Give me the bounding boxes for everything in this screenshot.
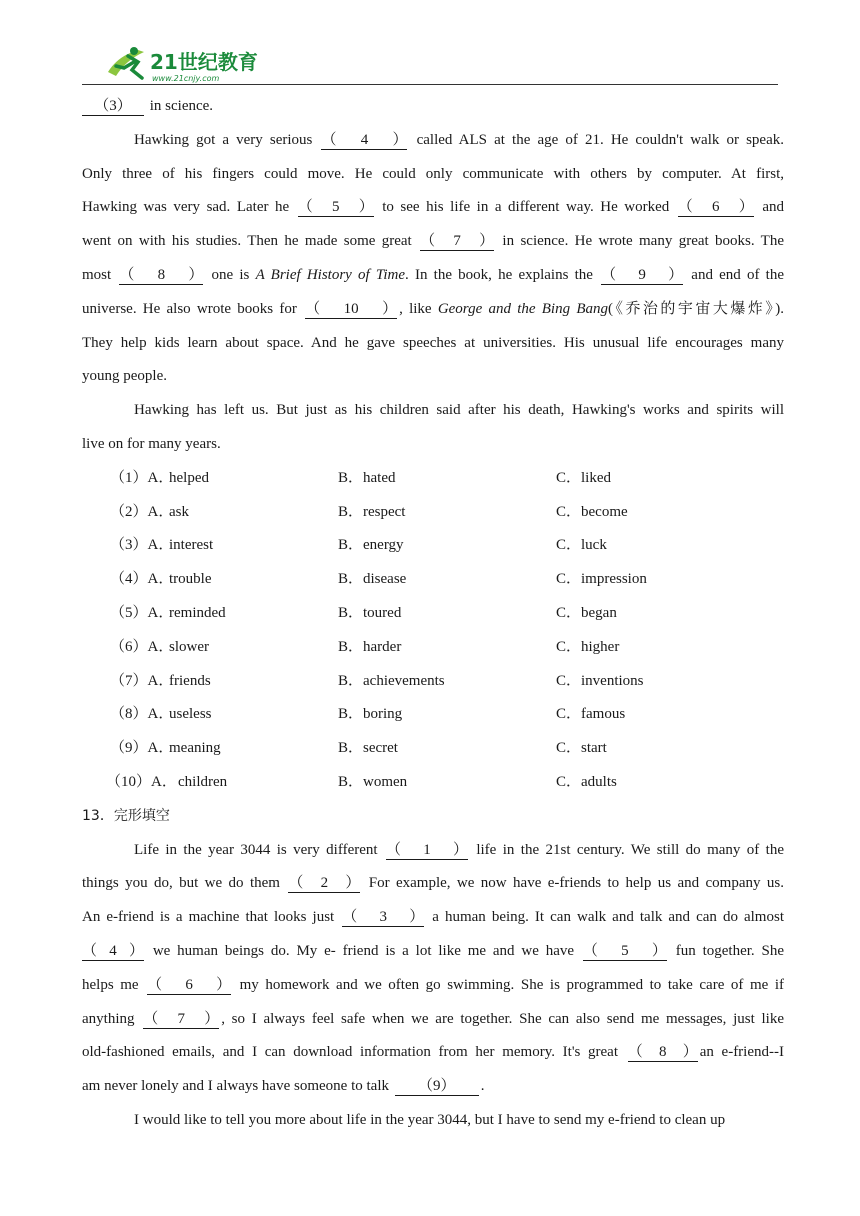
option-b[interactable]: B．women <box>338 773 408 790</box>
passage-line: universe. He also wrote books for （10） , like George and the Bing Bang(《乔治的宇宙大爆炸》). <box>82 300 785 317</box>
blank-2: （2） <box>288 875 361 892</box>
passage-line: They help kids learn about space. And he gave speeches at universities. His unusual life encourages many <box>82 334 784 351</box>
passage-line: am never lonely and I always have someone to talk （9） . <box>82 1078 485 1095</box>
header-rule <box>82 84 778 85</box>
option-row: （8）A． useless B．boring C．famous <box>82 698 784 732</box>
book-title: George and the Bing Bang <box>437 300 608 317</box>
option-a[interactable]: friends <box>169 672 211 689</box>
option-c[interactable]: C．adults <box>556 773 617 790</box>
blank-1: （1） <box>385 841 468 858</box>
blank-7: （7） <box>143 1010 220 1027</box>
blank-9: （9） <box>395 1078 479 1096</box>
passage-line: Only three of his fingers could move. He could only communicate with others by computer. At first, <box>82 165 784 182</box>
option-c[interactable]: C．inventions <box>556 672 644 689</box>
blank-4: （4） <box>82 942 144 959</box>
passage-line: most （8） one is A Brief History of Time. In the book, he explains the （9） and end of the <box>82 266 784 283</box>
option-b[interactable]: B．achievements <box>338 672 445 689</box>
blank-8: （8） <box>119 266 204 283</box>
option-a[interactable]: useless <box>169 706 212 723</box>
option-a[interactable]: reminded <box>169 604 226 621</box>
passage-line: An e-friend is a machine that looks just （3） a human being. It can walk and talk and can do almost <box>82 909 784 926</box>
section-title: 13．完形填空 <box>82 807 170 824</box>
document-content <box>82 90 784 1138</box>
option-a[interactable]: meaning <box>169 740 221 757</box>
blank-8: （8） <box>627 1044 698 1061</box>
option-c[interactable]: C．higher <box>556 638 620 655</box>
blank-3: （3） <box>82 98 144 116</box>
book-title: A Brief History of Time <box>255 266 406 283</box>
option-b[interactable]: B．boring <box>338 706 403 723</box>
option-row: （3）A． interest B．energy C．luck <box>82 529 784 563</box>
passage-line: young people. <box>82 368 167 385</box>
option-a[interactable]: slower <box>169 638 209 655</box>
option-b[interactable]: B．energy <box>338 537 404 554</box>
blank-10: （10） <box>305 300 398 317</box>
blank-6: （6） <box>677 199 754 216</box>
passage-line: went on with his studies. Then he made some great （7） in science. He wrote many great books. The <box>82 233 785 250</box>
option-row: （7）A． friends B．achievements C．inventions <box>82 665 784 699</box>
svg-text:www.21cnjy.com: www.21cnjy.com <box>152 74 220 83</box>
option-row: （4）A． trouble B．disease C．impression <box>82 563 784 597</box>
option-a[interactable]: trouble <box>169 571 212 588</box>
logo-runner-icon <box>104 42 284 84</box>
passage-line: live on for many years. <box>82 435 221 452</box>
passage-line: old-fashioned emails, and I can download information from her memory. It's great （8） an e-friend--I <box>82 1044 784 1061</box>
option-a[interactable]: children <box>178 773 228 790</box>
option-b[interactable]: B．secret <box>338 740 398 757</box>
blank-5: （5） <box>582 942 667 959</box>
blank-9: （9） <box>601 266 684 283</box>
passage-line: Hawking has left us. But just as his children said after his death, Hawking's works and spirits will <box>134 402 784 419</box>
option-a[interactable]: interest <box>169 537 214 554</box>
option-c[interactable]: C．famous <box>556 706 626 723</box>
option-row: （6）A． slower B．harder C．higher <box>82 631 784 665</box>
option-a[interactable]: helped <box>169 469 209 486</box>
option-row: （2）A． ask B．respect C．become <box>82 496 784 530</box>
blank-7: （7） <box>420 233 495 250</box>
option-c[interactable]: C．become <box>556 503 628 520</box>
passage-line: Life in the year 3044 is very different （1） life in the 21st century. We still do many of the <box>134 841 784 858</box>
svg-text:21世纪教育: 21世纪教育 <box>150 50 258 74</box>
option-a[interactable]: ask <box>169 503 189 520</box>
option-c[interactable]: C．start <box>556 740 607 757</box>
option-b[interactable]: B．respect <box>338 503 406 520</box>
blank-4: （4） <box>321 131 408 148</box>
option-b[interactable]: B．hated <box>338 469 396 486</box>
passage-line: Hawking got a very serious （4） called ALS at the age of 21. He couldn't walk or speak. <box>134 131 784 148</box>
option-c[interactable]: C．impression <box>556 571 647 588</box>
option-c[interactable]: C．began <box>556 604 617 621</box>
passage-line: Hawking was very sad. Later he （5） to see his life in a different way. He worked （6） and <box>82 199 784 216</box>
passage-line: things you do, but we do them （2） For example, we now have e-friends to help us and company us. <box>82 875 784 892</box>
blank-5: （5） <box>297 199 374 216</box>
option-c[interactable]: C．luck <box>556 537 607 554</box>
blank-6: （6） <box>147 976 232 993</box>
option-row: （9）A． meaning B．secret C．start <box>82 732 784 766</box>
option-row: （5）A． reminded B．toured C．began <box>82 597 784 631</box>
passage-line: I would like to tell you more about life in the year 3044, but I have to send my e-friend to clean up <box>134 1111 726 1128</box>
option-c[interactable]: C．liked <box>556 469 611 486</box>
option-row: （1）A． helped B．hated C．liked <box>82 462 784 496</box>
option-b[interactable]: B．harder <box>338 638 402 655</box>
option-b[interactable]: B．disease <box>338 571 407 588</box>
passage-line: helps me （6） my homework and we often go swimming. She is programmed to take care of me if <box>82 976 784 993</box>
page-header <box>82 40 778 86</box>
options-list <box>82 462 784 800</box>
option-row: （10）A． children B．women C．adults <box>82 766 784 800</box>
blank-3: （3） <box>342 909 425 926</box>
passage-line: （3） in science. <box>82 90 784 124</box>
option-b[interactable]: B．toured <box>338 604 402 621</box>
passage-line: （4） we human beings do. My e- friend is a lot like me and we have （5） fun together. She <box>82 942 784 959</box>
passage-line: anything （7） , so I always feel safe when we are together. She can also send me messages, just like <box>82 1010 784 1027</box>
